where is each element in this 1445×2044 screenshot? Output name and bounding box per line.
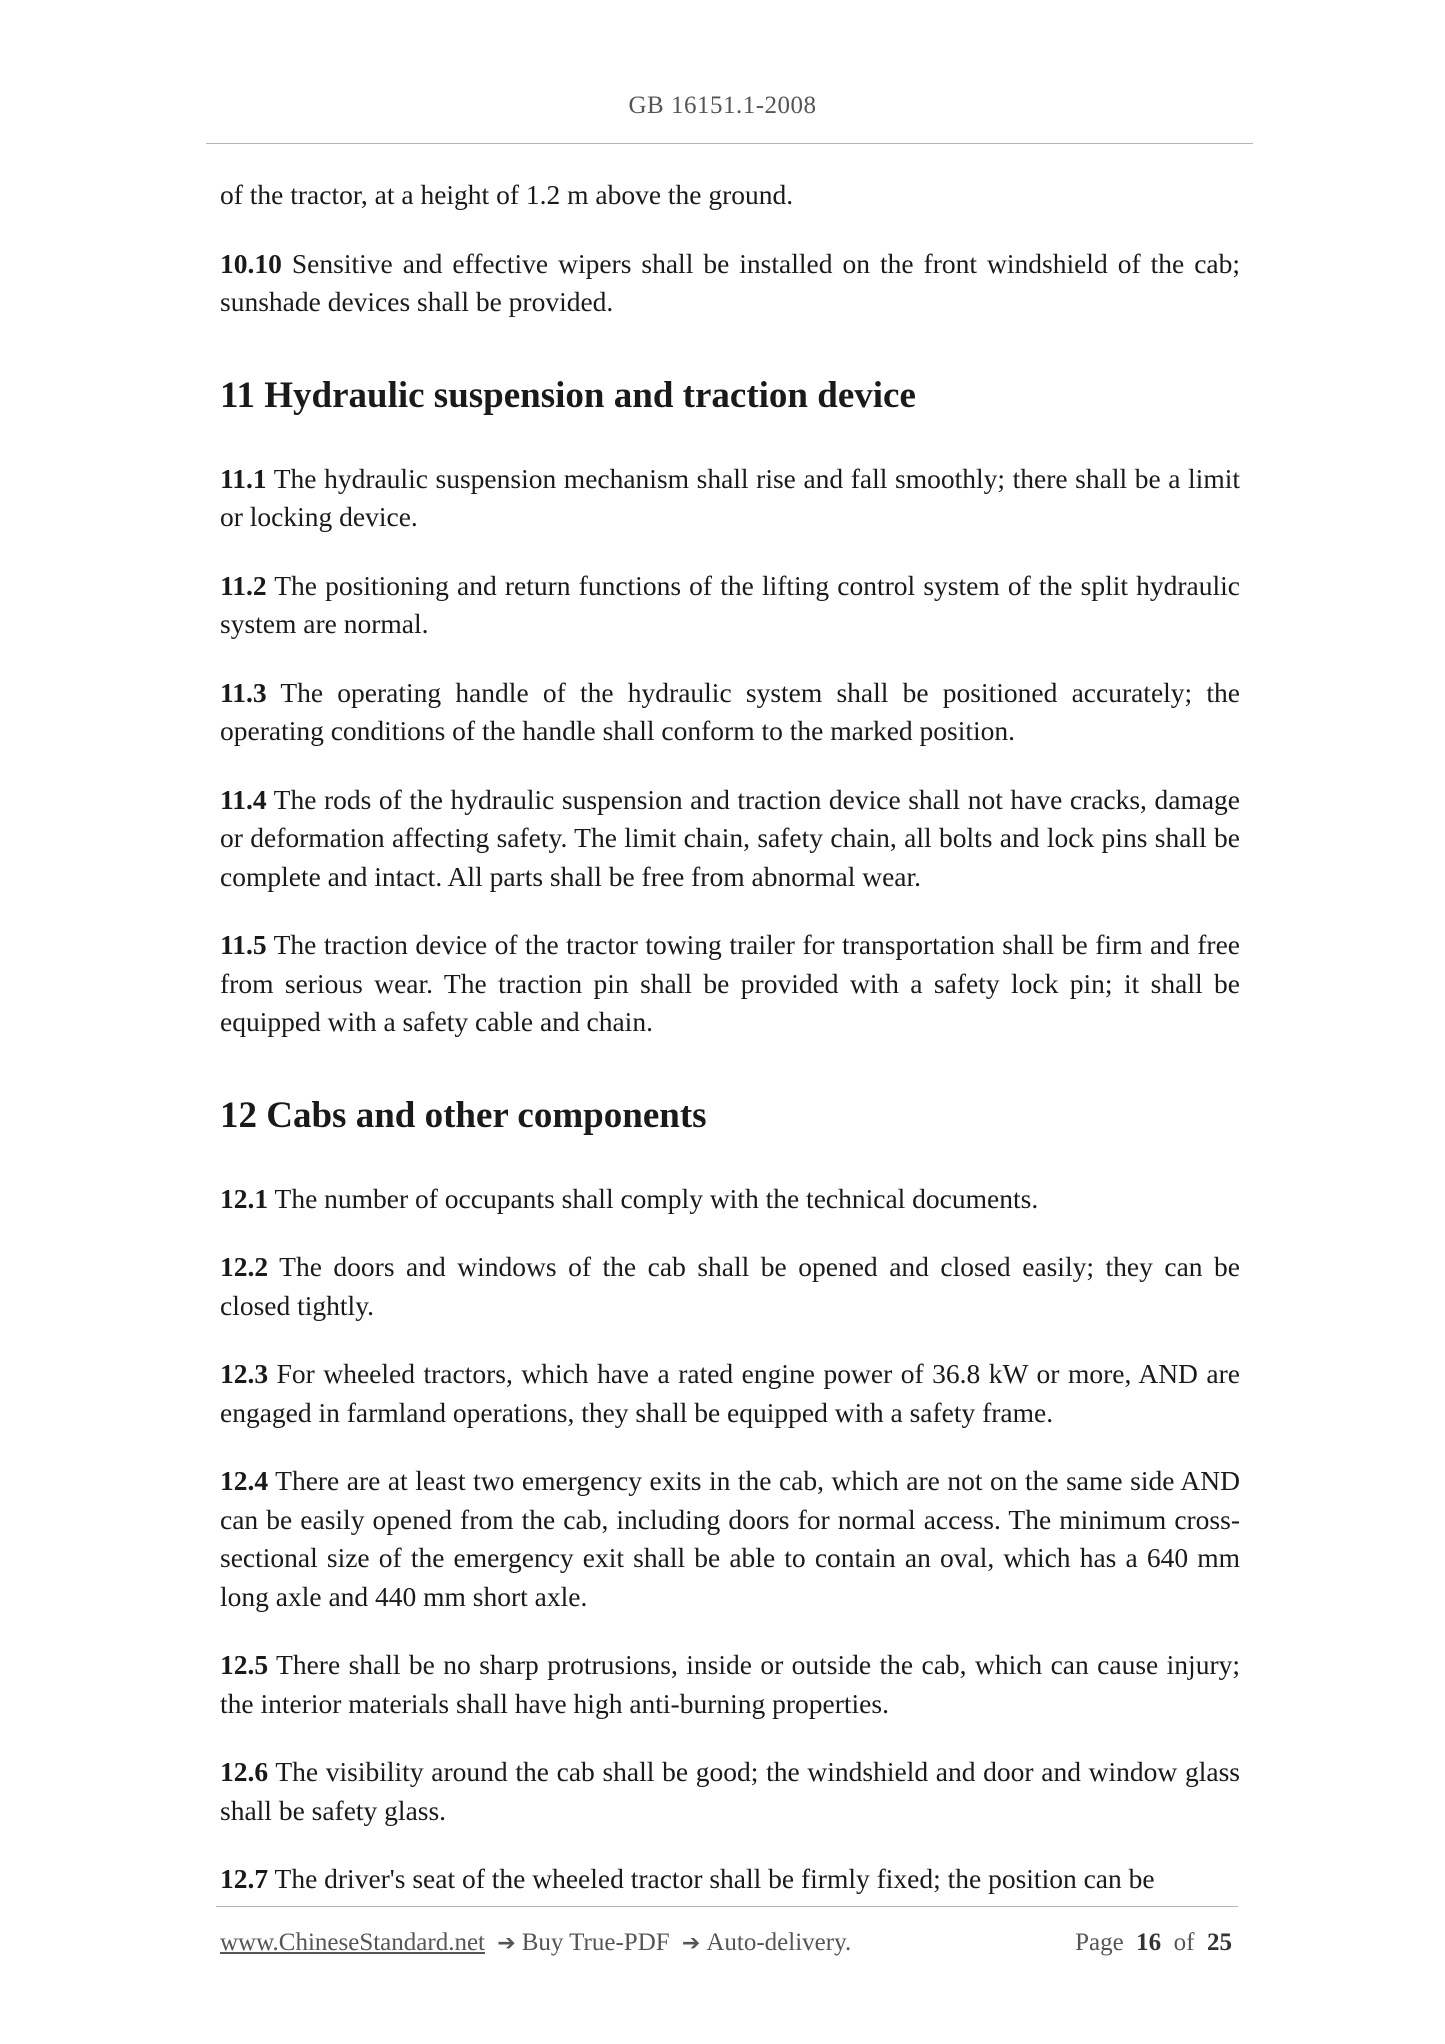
page-indicator xyxy=(1075,1929,1232,1957)
clause-12-2 xyxy=(220,1248,1240,1325)
website-link[interactable]: www.ChineseStandard.net xyxy=(220,1929,485,1956)
page-footer xyxy=(220,1929,1232,1957)
buy-pdf-text: Buy True-PDF xyxy=(521,1929,670,1956)
arrow-right-icon: ➔ xyxy=(681,1931,701,1956)
header-divider xyxy=(206,143,1253,144)
clause-text: For wheeled tractors, which have a rated engine power of 36.8 kW or more, AND are engaged in farmland operations, they shall be equipped with a safety frame. xyxy=(220,1358,1240,1428)
clause-number: 12.2 xyxy=(220,1251,269,1282)
clause-text: The hydraulic suspension mechanism shall rise and fall smoothly; there shall be a limit or locking device. xyxy=(220,462,1240,532)
clause-11-3 xyxy=(220,674,1240,751)
clause-text: The positioning and return functions of the lifting control system of the split hydraulic system are normal. xyxy=(220,569,1240,639)
clause-number: 12.3 xyxy=(220,1358,269,1389)
section-heading-11: 11 Hydraulic suspension and traction device xyxy=(220,374,916,416)
page-content xyxy=(220,176,1240,1929)
section-heading-12: 12 Cabs and other components xyxy=(220,1094,707,1136)
auto-delivery-text: Auto-delivery. xyxy=(706,1929,852,1956)
page-number: 16 xyxy=(1136,1929,1162,1956)
clause-number: 12.6 xyxy=(220,1756,269,1787)
clause-11-4 xyxy=(220,781,1240,897)
clause-text: Sensitive and effective wipers shall be installed on the front windshield of the cab; sunshade devices shall be provided. xyxy=(220,247,1240,317)
footer-left xyxy=(220,1929,851,1957)
footer-divider xyxy=(216,1906,1238,1907)
clause-text: The operating handle of the hydraulic system shall be positioned accurately; the operating conditions of the handle shall conform to the marked position. xyxy=(220,676,1240,746)
page-total: 25 xyxy=(1207,1929,1232,1956)
clause-text: The doors and windows of the cab shall be opened and closed easily; they can be closed tightly. xyxy=(220,1251,1240,1321)
clause-12-1 xyxy=(220,1180,1240,1219)
clause-11-1 xyxy=(220,460,1240,537)
arrow-right-icon: ➔ xyxy=(497,1931,516,1956)
clause-number: 12.7 xyxy=(220,1863,269,1894)
clause-text: The traction device of the tractor towing trailer for transportation shall be firm and free from serious wear. The traction pin shall be provided with a safety lock pin; it shall be equipped with a safety cable and chain. xyxy=(220,929,1240,1037)
clause-number: 12.5 xyxy=(220,1649,269,1680)
clause-text: The driver's seat of the wheeled tractor shall be firmly fixed; the position can be xyxy=(274,1863,1155,1894)
clause-number: 11.2 xyxy=(220,569,267,601)
clause-text: There are at least two emergency exits in the cab, which are not on the same side AND can be easily opened from the cab, including doors for normal access. The minimum cross-sectional size of the emergency exit shall be able to contain an oval, which has a 640 mm long axle and 440 mm short axle. xyxy=(220,1465,1240,1612)
of-label: of xyxy=(1173,1929,1195,1956)
clause-12-4 xyxy=(220,1462,1240,1616)
clause-10-10 xyxy=(220,245,1240,322)
clause-11-5 xyxy=(220,926,1240,1042)
page-label: Page xyxy=(1075,1929,1124,1956)
clause-number: 11.5 xyxy=(220,929,267,960)
clause-12-5 xyxy=(220,1646,1240,1723)
clause-number: 11.1 xyxy=(220,462,267,494)
carryover-text: of the tractor, at a height of 1.2 m above the ground. xyxy=(220,179,794,210)
clause-number: 12.4 xyxy=(220,1465,269,1496)
clause-11-2 xyxy=(220,567,1240,644)
clause-12-7 xyxy=(220,1860,1240,1899)
clause-number: 10.10 xyxy=(220,247,282,279)
clause-12-3 xyxy=(220,1355,1240,1432)
clause-text: The visibility around the cab shall be good; the windshield and door and window glass shall be safety glass. xyxy=(220,1756,1240,1826)
clause-text: There shall be no sharp protrusions, inside or outside the cab, which can cause injury; the interior materials shall have high anti-burning properties. xyxy=(220,1649,1240,1719)
clause-number: 11.4 xyxy=(220,783,267,815)
clause-number: 12.1 xyxy=(220,1182,269,1214)
clause-text: The rods of the hydraulic suspension and traction device shall not have cracks, damage or deformation affecting safety. The limit chain, safety chain, all bolts and lock pins shall be complete and intact. All parts shall be free from abnormal wear. xyxy=(220,783,1240,892)
clause-12-6 xyxy=(220,1753,1240,1830)
clause-number: 11.3 xyxy=(220,676,267,708)
header-title: GB 16151.1-2008 xyxy=(628,92,817,119)
clause-text: The number of occupants shall comply with the technical documents. xyxy=(274,1182,1039,1214)
